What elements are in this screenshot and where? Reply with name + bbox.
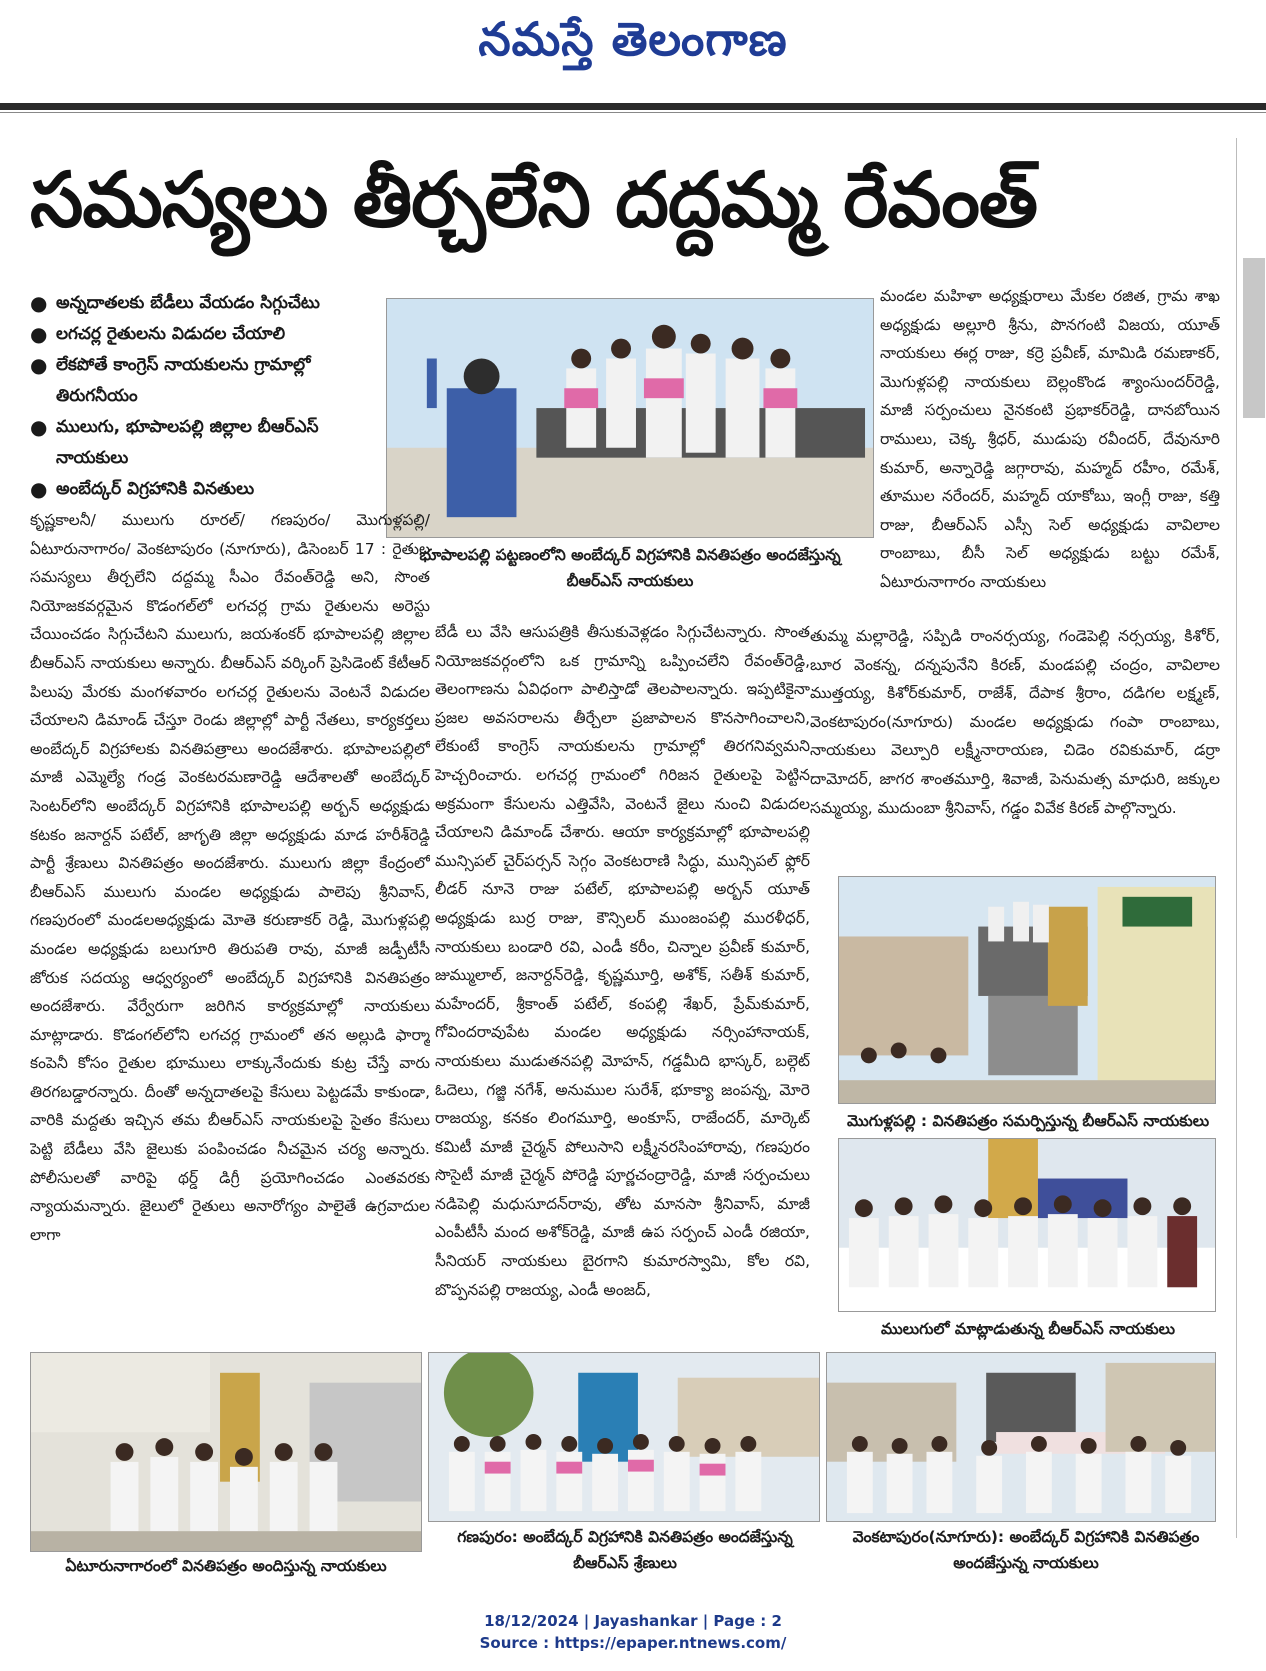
mulugu-photo [838,1138,1216,1312]
venkatapuram-caption: వెంకటాపురం(నూగూరు): అంబేద్కర్ విగ్రహానికి వినతిపత్రం అందజేస్తున్న నాయకులు [852,1528,1200,1572]
article-column-3-continued: తుమ్మ మల్లారెడ్డి, సప్పిడి రాంనర్సయ్య, గండెపెల్లి నర్సయ్య, కిశోర్, బూర వెంకన్న, దన్నపునేని కిరణ్, మండపల్లి చంద్రం, వావిలాల ముత్తయ్య, కిశోర్‌కుమార్, రాజేశ్, దేపాక శ్రీరాం, దడిగల లక్ష్మణ్, వెంకటాపురం(నూగూరు) మండల అధ్యక్షుడు గంపా రాంబాబు, నాయకులు వెల్పూరి లక్ష్మీనారాయణ, చిడెం రవికుమార్, డర్రా దామోదర్, జాగర శాంతమూర్తి, శివాజీ, పెనుమత్స మాధురి, జక్కుల సమ్మయ్య, ముదుంబా శ్రీనివాస్, గడ్డం వివేక కిరణ్ పాల్గొన్నారు. [810,627,1220,817]
bullet-list [30,288,380,505]
masthead [0,0,1266,108]
bullet-item: ● ములుగు, భూపాలపల్లి జిల్లాల బీఆర్ఎస్ నాయకులు [30,412,380,474]
bullet-item: ● అన్నదాతలకు బేడీలు వేయడం సిగ్గుచేటు [30,288,380,319]
adjacent-photo-fragment [1243,258,1265,418]
mogullapalli-caption: మొగుళ్లపల్లి : వినతిపత్రం సమర్పిస్తున్న బీఆర్ఎస్ నాయకులు [846,1112,1210,1130]
bullet-dot-icon: ● [30,477,48,501]
article-column-3: మండల మహిళా అధ్యక్షురాలు మేకల రజిత, గ్రామ శాఖ అధ్యక్షుడు అల్లూరి శ్రీను, పొనగంటి విజయ, యూత్ నాయకులు ఈర్ల రాజు, కర్రె ప్రవీణ్, మామిడి రమణాకర్, మొగుళ్లపల్లి నాయకులు బెల్లంకొండ శ్యాంసుందర్‌రెడ్డి, మాజీ సర్పంచులు నైనకంటి ప్రభాకర్‌రెడ్డి, దానబోయిన రాములు, చెక్క శ్రీధర్, ముడుపు రవీందర్, దేవునూరి కుమార్, అన్నారెడ్డి జగ్గారావు, మహ్మద్ రహీం, రమేశ్, తూముల నరేందర్, మహ్మద్ యాకోబు, ఇంగ్లీ రాజు, కత్తి రాజు, బీఆర్ఎస్ ఎస్సీ సెల్ అధ్యక్షుడు వావిలాల రాంబాబు, బీసీ సెల్ అధ్యక్షుడు బట్టు రమేశ్, ఏటూరునాగారం నాయకులు [880,287,1220,591]
bullet-dot-icon: ● [30,353,48,377]
article-column-2: బేడీ లు వేసి ఆసుపత్రికి తీసుకువెళ్లడం సిగ్గుచేటన్నారు. సొంత నియోజకవర్గంలోని ఒక గ్రామాన్ని ఒప్పించలేని రేవంత్‌రెడ్డి, తెలంగాణను ఏవిధంగా పాలిస్తాడో తెలపాలన్నారు. ఇప్పటికైనా ప్రజల అవసరాలను తీర్చేలా ప్రజాపాలన కొనసాగించాలని, లేకుంటే కాంగ్రెస్ నాయకులను గ్రామాల్లో తిరగనివ్వమని హెచ్చరించారు. లగచర్ల గ్రామంలో గిరిజన రైతులపై పెట్టిన అక్రమంగా కేసులను ఎత్తివేసి, వెంటనే జైలు నుంచి విడుదల చేయాలని డిమాండ్ చేశారు. ఆయా కార్యక్రమాల్లో భూపాలపల్లి మున్సిపల్ చైర్‌పర్సన్ సెగ్గం వెంకటరాణి సిద్ధు, మున్సిపల్ ఫ్లోర్ లీడర్ నూనె రాజు పటేల్, భూపాలపల్లి అర్బన్ యూత్ అధ్యక్షుడు బుర్ర రాజు, కౌన్సిలర్ ముంజంపల్లి మురళీధర్, నాయకులు బండారి రవి, ఎండీ కరీం, చిన్నాల ప్రవీణ్ కుమార్, జుమ్ములాల్, జనార్దన్‌రెడ్డి, కృష్ణమూర్తి, అశోక్, సతీశ్ కుమార్, మహేందర్, శ్రీకాంత్ పటేల్, కంపల్లి శేఖర్, ప్రేమ్‌కుమార్, గోవిందరావుపేట మండల అధ్యక్షుడు నర్సింహానాయక్, నాయకులు ముడుతనపల్లి మోహన్, గడ్డమీది భాస్కర్, బల్గెట్ ఓదెలు, గజ్జి నగేశ్, అనుముల సురేశ్, భూక్యా జంపన్న, మోరె రాజయ్య, కనకం లింగమూర్తి, అంకూస్, రాజేందర్, మార్కెట్ కమిటీ మాజీ చైర్మన్ పోలుసాని లక్ష్మీనరసింహారావు, గణపురం సొసైటీ మాజీ చైర్మన్ పోరెడ్డి పూర్ణచంద్రారెడ్డి, మాజీ సర్పంచులు నడిపెల్లి మధుసూదన్‌రావు, తోట మానసా శ్రీనివాస్, మాజీ ఎంపీటీసీ మంద అశోక్‌రెడ్డి, మాజీ ఉప సర్పంచ్ ఎండీ రజియా, సీనియర్ నాయకులు బైరగాని కుమారస్వామి, కోల రవి, బొప్పనపల్లి రాజయ్య, ఎండీ అంజద్, [435,623,810,1299]
bullet-dot-icon: ● [30,322,48,346]
footer-dateline: 18/12/2024 | Jayashankar | Page : 2 [484,1612,782,1630]
venkatapuram-photo [826,1352,1216,1522]
newspaper-logo: నమస్తే తెలంగాణ [478,12,788,66]
mogullapalli-photo [838,876,1216,1104]
ganapuram-caption: గణపురం: అంబేద్కర్ విగ్రహానికి వినతిపత్రం అందజేస్తున్న బీఆర్ఎస్ శ్రేణులు [457,1528,793,1572]
masthead-rule-thin [0,112,1266,113]
ganapuram-photo [428,1352,820,1522]
footer-source: Source : https://epaper.ntnews.com/ [479,1634,787,1652]
bullet-item: ● లేకపోతే కాంగ్రెస్ నాయకులను గ్రామాల్లో తిరుగనీయం [30,350,380,412]
bullet-item: ● లగచర్ల రైతులను విడుదల చేయాలి [30,319,380,350]
article-column-1: కృష్ణకాలనీ/ ములుగు రూరల్/ గణపురం/ మొగుళ్లపల్లి/ ఏటూరునాగారం/ వెంకటాపురం (నూగూరు), డిసెంబర్ 17 : రైతుల సమస్యలు తీర్చలేని దద్దమ్మ సీఎం రేవంత్‌రెడ్డి అని, సొంత నియోజకవర్గమైన కొడంగల్‌లో లగచర్ల గ్రామ రైతులను అరెస్టు చేయించడం సిగ్గుచేటని ములుగు, జయశంకర్ భూపాలపల్లి జిల్లాల బీఆర్ఎస్ నాయకులు అన్నారు. బీఆర్ఎస్ వర్కింగ్ ప్రెసిడెంట్ కేటీఆర్ పిలుపు మేరకు మంగళవారం లగచర్ల రైతులను వెంటనే విడుదల చేయాలని డిమాండ్ చేస్తూ రెండు జిల్లాల్లో పార్టీ నేతలు, కార్యకర్తలు అంబేద్కర్ విగ్రహాలకు వినతిపత్రాలు అందజేశారు. భూపాలపల్లిలో మాజీ ఎమ్మెల్యే గండ్ర వెంకటరమణారెడ్డి ఆదేశాలతో అంబేద్కర్ సెంటర్‌లోని అంబేద్కర్ విగ్రహానికి భూపాలపల్లి అర్బన్ అధ్యక్షుడు కటకం జనార్దన్ పటేల్, జాగృతి జిల్లా అధ్యక్షుడు మాడ హరీశ్‌రెడ్డి పార్టీ శ్రేణులు వినతిపత్రం అందజేశారు. ములుగు జిల్లా కేంద్రంలో బీఆర్ఎస్ ములుగు మండల అధ్యక్షుడు పాలెపు శ్రీనివాస్, గణపురంలో మండలఅధ్యక్షుడు మోతె కరుణాకర్ రెడ్డి, మొగుళ్లపల్లి మండల అధ్యక్షుడు బలుగూరి తిరుపతి రావు, మాజీ జడ్పీటీసీ జోరుక సదయ్య ఆధ్వర్యంలో అంబేద్కర్ విగ్రహానికి వినతిపత్రం అందజేశారు. వేర్వేరుగా జరిగిన కార్యక్రమాల్లో నాయకులు మాట్లాడారు. కొడంగల్‌లోని లగచర్ల గ్రామంలో తన అల్లుడి ఫార్మా కంపెనీ కోసం రైతుల భూములు లాక్కునేందుకు కుట్ర చేస్తే వారు తిరగబడ్డారన్నారు. దీంతో అన్నదాతలపై కేసులు పెట్టడమే కాకుండా, వారికి మద్దతు ఇచ్చిన తమ బీఆర్ఎస్ నాయకులపై సైతం కేసులు పెట్టి బేడీలు వేసి జైలుకు పంపించడం నీచమైన చర్య అన్నారు. పోలీసులతో వారిపై థర్డ్ డిగ్రీ ప్రయోగించడం ఎంతవరకు న్యాయమన్నారు. జైలులో రైతులు అనారోగ్యం పాలైతే ఉగ్రవాదుల లాగా [30,511,430,1244]
bullet-item: ● అంబేద్కర్ విగ్రహానికి వినతులు [30,474,380,505]
main-photo-caption: భూపాలపల్లి పట్టణంలోని అంబేద్కర్ విగ్రహానికి వినతిపత్రం అందజేస్తున్న బీఆర్ఎస్ నాయకులు [419,546,841,590]
headline: సమస్యలు తీర్చలేని దద్దమ్మ రేవంత్ [30,155,1038,244]
adjacent-page-strip [1236,138,1266,1538]
bullet-dot-icon: ● [30,415,48,439]
eturnagaram-caption: ఏటూరునాగారంలో వినతిపత్రం అందిస్తున్న నాయకులు [65,1557,387,1575]
masthead-rule [0,103,1266,110]
main-photo [386,298,874,538]
bullet-dot-icon: ● [30,291,48,315]
eturnagaram-photo [30,1352,422,1552]
mulugu-caption: ములుగులో మాట్లాడుతున్న బీఆర్ఎస్ నాయకులు [881,1320,1175,1338]
